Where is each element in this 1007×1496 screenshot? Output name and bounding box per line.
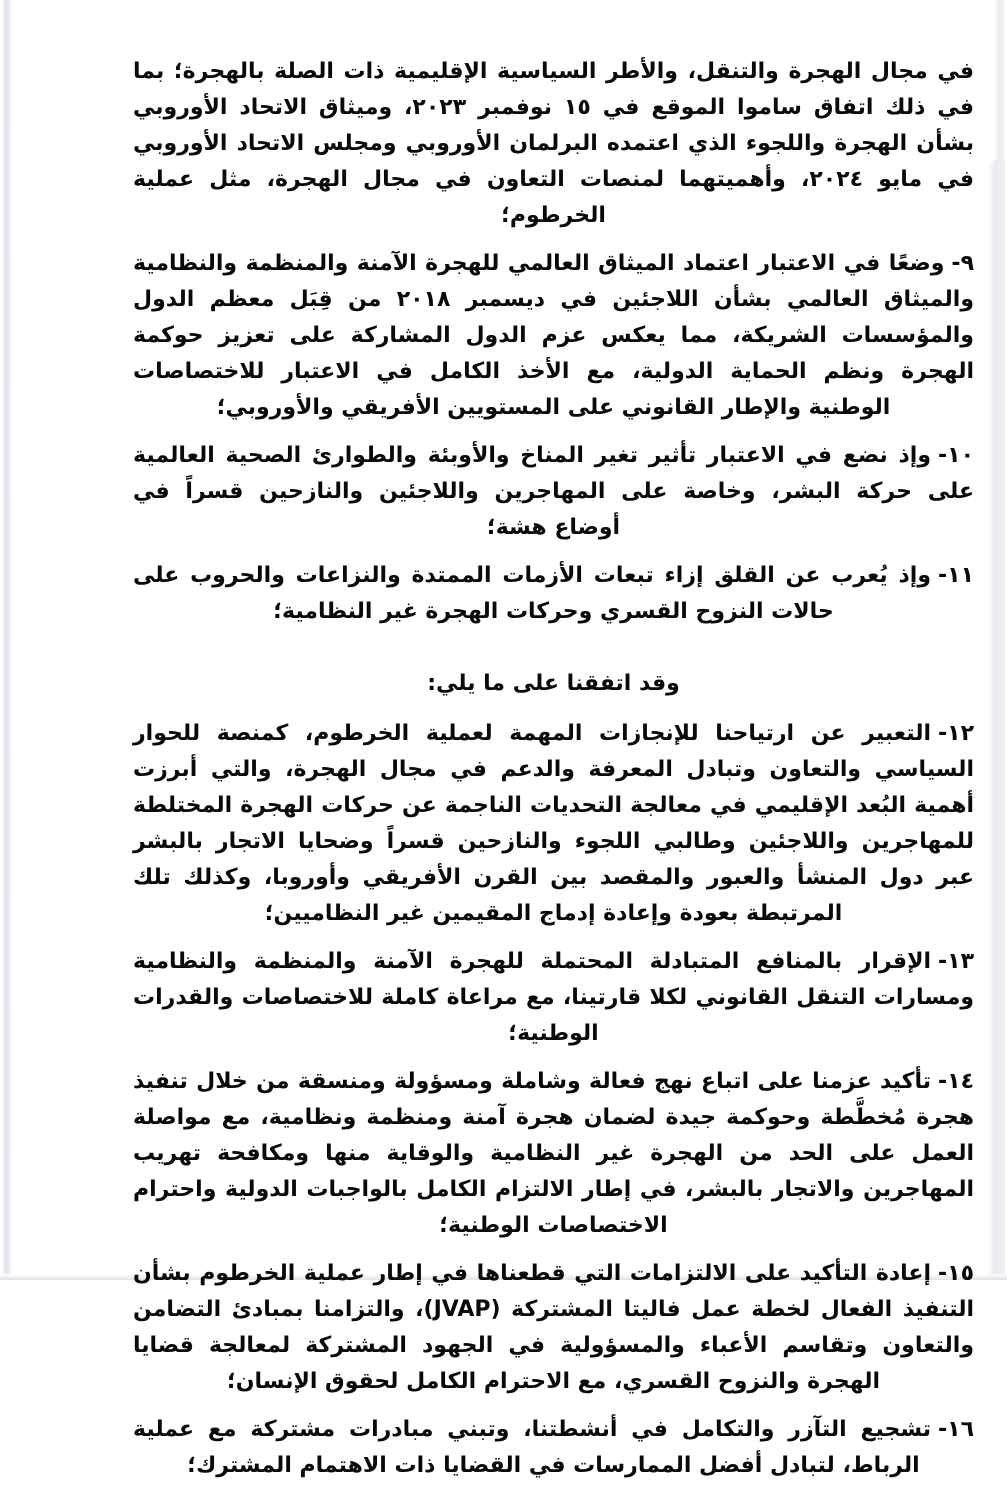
scan-edge-right-bottom [988,160,1005,1280]
item-number: ٩- [951,251,974,276]
agreement-heading: وقد اتفقنا على ما يلي: [427,671,680,696]
scan-edge-right-top [994,0,1004,165]
item-text: تشجيع التآزر والتكامل في أنشطتنا، وتبني مبادرات مشتركة مع عملية الرباط، لتبادل أفضل الممارسات في القضايا ذات الاهتمام المشترك؛ [133,1417,931,1478]
item-number: ١٢- [938,721,974,746]
item-text: تأكيد عزمنا على اتباع نهج فعالة وشاملة ومسؤولة ومنسقة من خلال تنفيذ هجرة مُخطَّطة وحوكمة جيدة لضمان هجرة آمنة ومنظمة ونظامية، مع مواصلة العمل على الحد من الهجرة غير النظامية والوقاية منها ومكافحة تهريب المهاجرين والاتجار بالبشر، في إطار الالتزام الكامل بالواجبات الدولية واحترام الاختصاصات الوطنية؛ [133,1069,974,1238]
item-text: التعبير عن ارتياحنا للإنجازات المهمة لعملية الخرطوم، كمنصة للحوار السياسي والتعاون وتبادل المعرفة والدعم في مجال الهجرة، والتي أبرزت أهمية البُعد الإقليمي في معالجة التحديات الناجمة عن حركات الهجرة المختلطة للمهاجرين واللاجئين وطالبي اللجوء والنازحين قسراً وضحايا الاتجار بالبشر عبر دول المنشأ والعبور والمقصد بين القرن الأفريقي وأوروبا، وكذلك تلك المرتبطة بعودة وإعادة إدماج المقيمين غير النظاميين؛ [133,721,974,926]
preamble-item-9 [133,246,974,426]
item-number: ١٦- [938,1417,974,1442]
intro-paragraph: في مجال الهجرة والتنقل، والأطر السياسية الإقليمية ذات الصلة بالهجرة؛ بما في ذلك اتفاق ساموا الموقع في ١٥ نوفمبر ٢٠٢٣، وميثاق الاتحاد الأوروبي بشأن الهجرة واللجوء الذي اعتمده البرلمان الأوروبي ومجلس الاتحاد الأوروبي في مايو ٢٠٢٤، وأهميتهما لمنصات التعاون في مجال الهجرة، مثل عملية الخرطوم؛ [133,59,975,228]
preamble-item-10 [133,438,974,546]
agreed-item-16 [133,1412,974,1484]
item-number: ١١- [938,563,974,588]
preamble-item-11 [133,558,974,630]
item-number: ١٥- [938,1261,974,1286]
scan-edge-left [2,0,12,1280]
item-number: ١٠- [938,443,974,468]
item-text: الإقرار بالمنافع المتبادلة المحتملة للهجرة الآمنة والمنظمة والنظامية ومسارات التنقل القانوني لكلا قارتينا، مع مراعاة كاملة للاختصاصات والقدرات الوطنية؛ [133,949,974,1046]
item-number: ١٣- [938,949,974,974]
item-number: ١٤- [938,1069,974,1094]
item-text: إعادة التأكيد على الالتزامات التي قطعناها في إطار عملية الخرطوم بشأن التنفيذ الفعال لخطة عمل فاليتا المشتركة (JVAP)، والتزامنا بمبادئ التضامن والتعاون وتقاسم الأعباء والمسؤولية في الجهود المشتركة لمعالجة قضايا الهجرة والنزوح القسري، مع الاحترام الكامل لحقوق الإنسان؛ [133,1261,975,1394]
agreed-item-14 [133,1064,974,1244]
item-text: وضعًا في الاعتبار اعتماد الميثاق العالمي للهجرة الآمنة والمنظمة والنظامية والميثاق العالمي بشأن اللاجئين في ديسمبر ٢٠١٨ من قِبَل معظم الدول والمؤسسات الشريكة، مما يعكس عزم الدول المشاركة على تعزيز حوكمة الهجرة ونظم الحماية الدولية، مع الأخذ الكامل في الاعتبار للاختصاصات الوطنية والإطار القانوني على المستويين الأفريقي والأوروبي؛ [133,251,974,420]
agreed-item-12 [133,716,974,932]
item-text: وإذ نضع في الاعتبار تأثير تغير المناخ والأوبئة والطوارئ الصحية العالمية على حركة البشر، وخاصة على المهاجرين واللاجئين والنازحين قسراً في أوضاع هشة؛ [133,443,974,540]
agreed-item-13 [133,944,974,1052]
agreed-item-15 [133,1256,974,1400]
item-text: وإذ يُعرب عن القلق إزاء تبعات الأزمات الممتدة والنزاعات والحروب على حالات النزوح القسري وحركات الهجرة غير النظامية؛ [133,563,931,624]
